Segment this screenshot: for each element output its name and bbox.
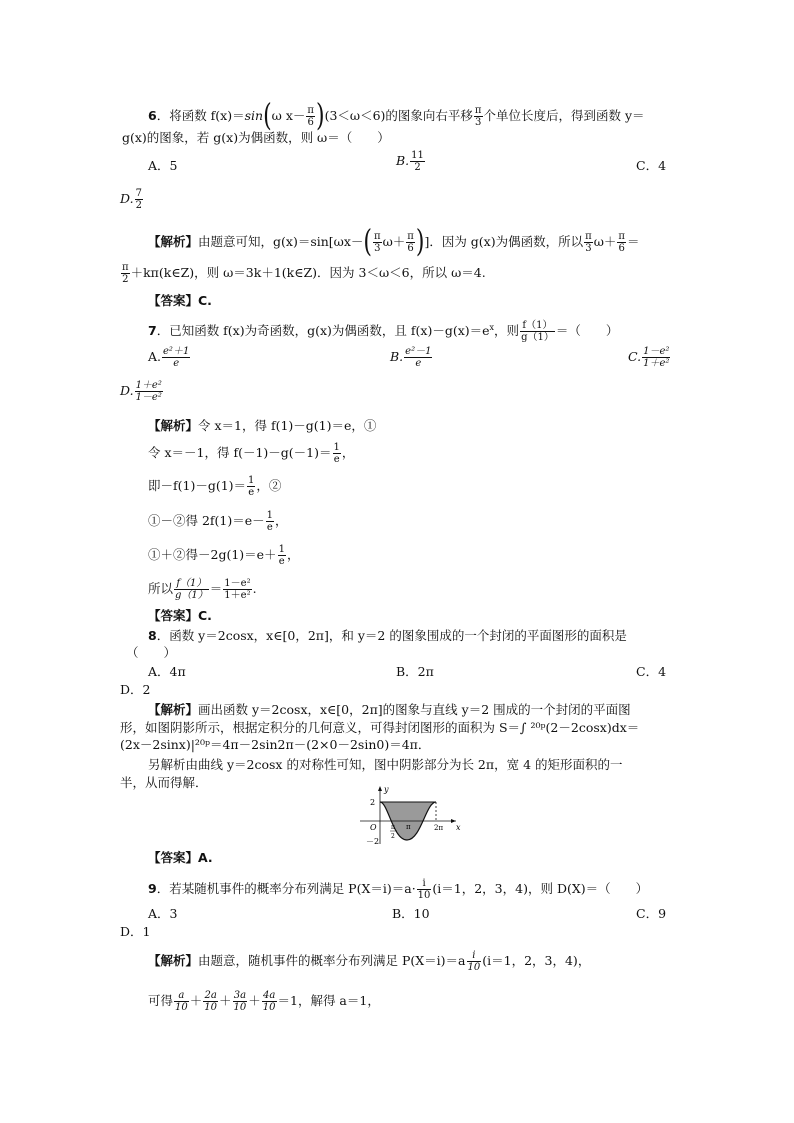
q6-condition: (3＜ω＜6)的图象向右平移: [324, 108, 473, 123]
q7-option-b: B. $\frac{\text{e²－1}}{e}$: [390, 346, 432, 369]
tick-2pi: 2π: [434, 824, 444, 832]
q6-answer: 【答案】C.: [148, 293, 212, 308]
q7-solution-line4: ①－②得 2f(1)＝e－ $\frac{1}{e}$ ，: [148, 510, 288, 533]
q6-number: 6: [148, 108, 157, 123]
q9-option-b: B．10: [392, 906, 430, 921]
q8-line1: 8．函数 y＝2cosx，x∈[0，2π]，和 y＝2 的图象围成的一个封闭的平面图形的面积是: [148, 628, 627, 643]
q7-option-d: D. $\frac{\text{1＋e²}}{\text{1－e²}}$: [120, 380, 162, 403]
q7-solution-line6: 所以 $\frac{f(1)}{g(1)}$ ＝ $\frac{\text{1－e²}}{\text{1＋e²}}$ .: [148, 578, 257, 601]
q9-number: 9: [148, 881, 157, 896]
q6-option-c: C．4: [636, 158, 667, 173]
q8-option-a: A．4π: [148, 664, 186, 679]
q7-answer: 【答案】C.: [148, 608, 212, 623]
q8-solution-line3: (2x－2sinx)|²⁰ᵖ＝4π－2sin2π－(2×0－2sin0)＝4π．: [120, 737, 431, 752]
q8-paren: （ ）: [126, 645, 177, 660]
tick-pi-half-den: 2: [391, 833, 395, 840]
q8-option-b: B．2π: [396, 664, 434, 679]
q7-option-a: A. $\frac{\text{e²＋1}}{e}$: [148, 346, 190, 369]
q7-solution-line1: 【解析】令 x＝1，得 f(1)－g(1)＝e，①: [148, 418, 377, 433]
q8-answer: 【答案】A.: [148, 850, 213, 865]
q6-solution-line2: $\frac{\pi}{2}$ ＋kπ(k∈Z)，则 ω＝3k＋1(k∈Z)．因为 3＜ω＜6，所以 ω＝4.: [122, 262, 486, 285]
q8-solution-line2: 形，如图阴影所示，根据定积分的几何意义，可得封闭图形的面积为 S＝∫ ²⁰ᵖ(2－2cosx)dx＝: [120, 720, 640, 735]
paren: ): [315, 98, 325, 134]
tick-minus-2: －2: [366, 837, 380, 846]
q7-solution-line3: 即－f(1)－g(1)＝ $\frac{1}{e}$ ，②: [148, 475, 282, 498]
solution-label: 【解析】: [148, 953, 199, 968]
origin-label: O: [370, 823, 377, 832]
q7-line1: 7．已知函数 f(x)为奇函数，g(x)为偶函数，且 $f(x)-g(x)=e^x$，则 $\frac{f(1)}{g(1)}$ ＝（ ）: [148, 320, 619, 344]
q6-option-d: D. $\frac{7}{2}$: [120, 188, 142, 211]
y-arrow: [378, 786, 382, 791]
q6-text2: 个单位长度后，得到函数 y＝: [483, 108, 645, 123]
q8-solution-line5: 半，从而得解．: [120, 775, 208, 790]
q8-number: 8: [148, 628, 157, 643]
x-label: x: [456, 823, 461, 832]
q8-option-c: C．4: [636, 664, 667, 679]
q6-option-b: B. $\frac{11}{2}$: [396, 150, 424, 173]
q6-option-a: A．5: [148, 158, 178, 173]
q9-option-d: D．1: [120, 924, 151, 939]
q6-line2: g(x)的图象，若 g(x)为偶函数，则 ω＝（ ）: [122, 130, 390, 145]
q9-option-c: C．9: [636, 906, 667, 921]
q9-option-a: A．3: [148, 906, 178, 921]
q9-line1: 9．若某随机事件的概率分布列满足 P(X＝i)＝a· $\frac{i}{10}$ (i＝1，2，3，4)，则 D(X)＝（ ）: [148, 878, 649, 901]
q9-solution-line2: 可得 $\frac{a}{10}$ ＋ $\frac{2a}{10}$ ＋ $\frac{3a}{10}$ ＋ $\frac{4a}{10}$ ＝1，解得 a＝1，: [148, 990, 380, 1013]
q7-number: 7: [148, 323, 157, 339]
omega-x: ω x－: [271, 108, 306, 123]
tick-2: 2: [370, 798, 376, 807]
fraction-pi-6: $\frac{\pi}{6}$: [307, 105, 314, 128]
y-label: y: [384, 785, 389, 794]
q8-option-d: D．2: [120, 682, 151, 697]
tick-pi-half-num: π: [391, 824, 395, 831]
solution-label: 【解析】: [148, 418, 199, 433]
fraction-pi-3: $\frac{\pi}{3}$: [474, 105, 482, 128]
q6-solution-line1: 【解析】由题意可知，g(x)＝sin[ωx－( $\frac{\pi}{3}$ ω＋ $\frac{\pi}{6}$ )]．因为 g(x)为偶函数，所以 $\frac{\pi}{3}$ ω＋ $\frac{\pi}{6}$ ＝: [148, 224, 640, 260]
solution-label: 【解析】: [148, 234, 199, 249]
sin-text: sin: [244, 108, 264, 123]
q8-solution-line1: 【解析】画出函数 y＝2cosx，x∈[0，2π]的图象与直线 y＝2 围成的一个封闭的平面图: [148, 702, 631, 717]
solution-label: 【解析】: [148, 702, 199, 717]
q7-solution-line2: 令 x＝－1，得 f(－1)－g(－1)＝ $\frac{1}{e}$ ，: [148, 442, 355, 465]
tick-pi: π: [406, 823, 411, 831]
q6-line1: [148, 98, 645, 134]
paren: (: [263, 98, 272, 134]
q6-text: ．将函数 f(x)＝: [156, 108, 245, 123]
q9-solution-line1: 【解析】由题意，随机事件的概率分布列满足 P(X＝i)＝a $\frac{i}{10}$ (i＝1，2，3，4)，: [148, 950, 591, 973]
q8-solution-line4: 另解析由曲线 y＝2cosx 的对称性可知，图中阴影部分为长 2π，宽 4 的矩形面积的一: [148, 757, 623, 772]
cosine-graph: [352, 784, 472, 846]
q7-solution-line5: ①＋②得－2g(1)＝e＋ $\frac{1}{e}$ ，: [148, 544, 300, 567]
q7-option-c: C. $\frac{\text{1－e²}}{\text{1＋e²}}$: [628, 346, 670, 369]
